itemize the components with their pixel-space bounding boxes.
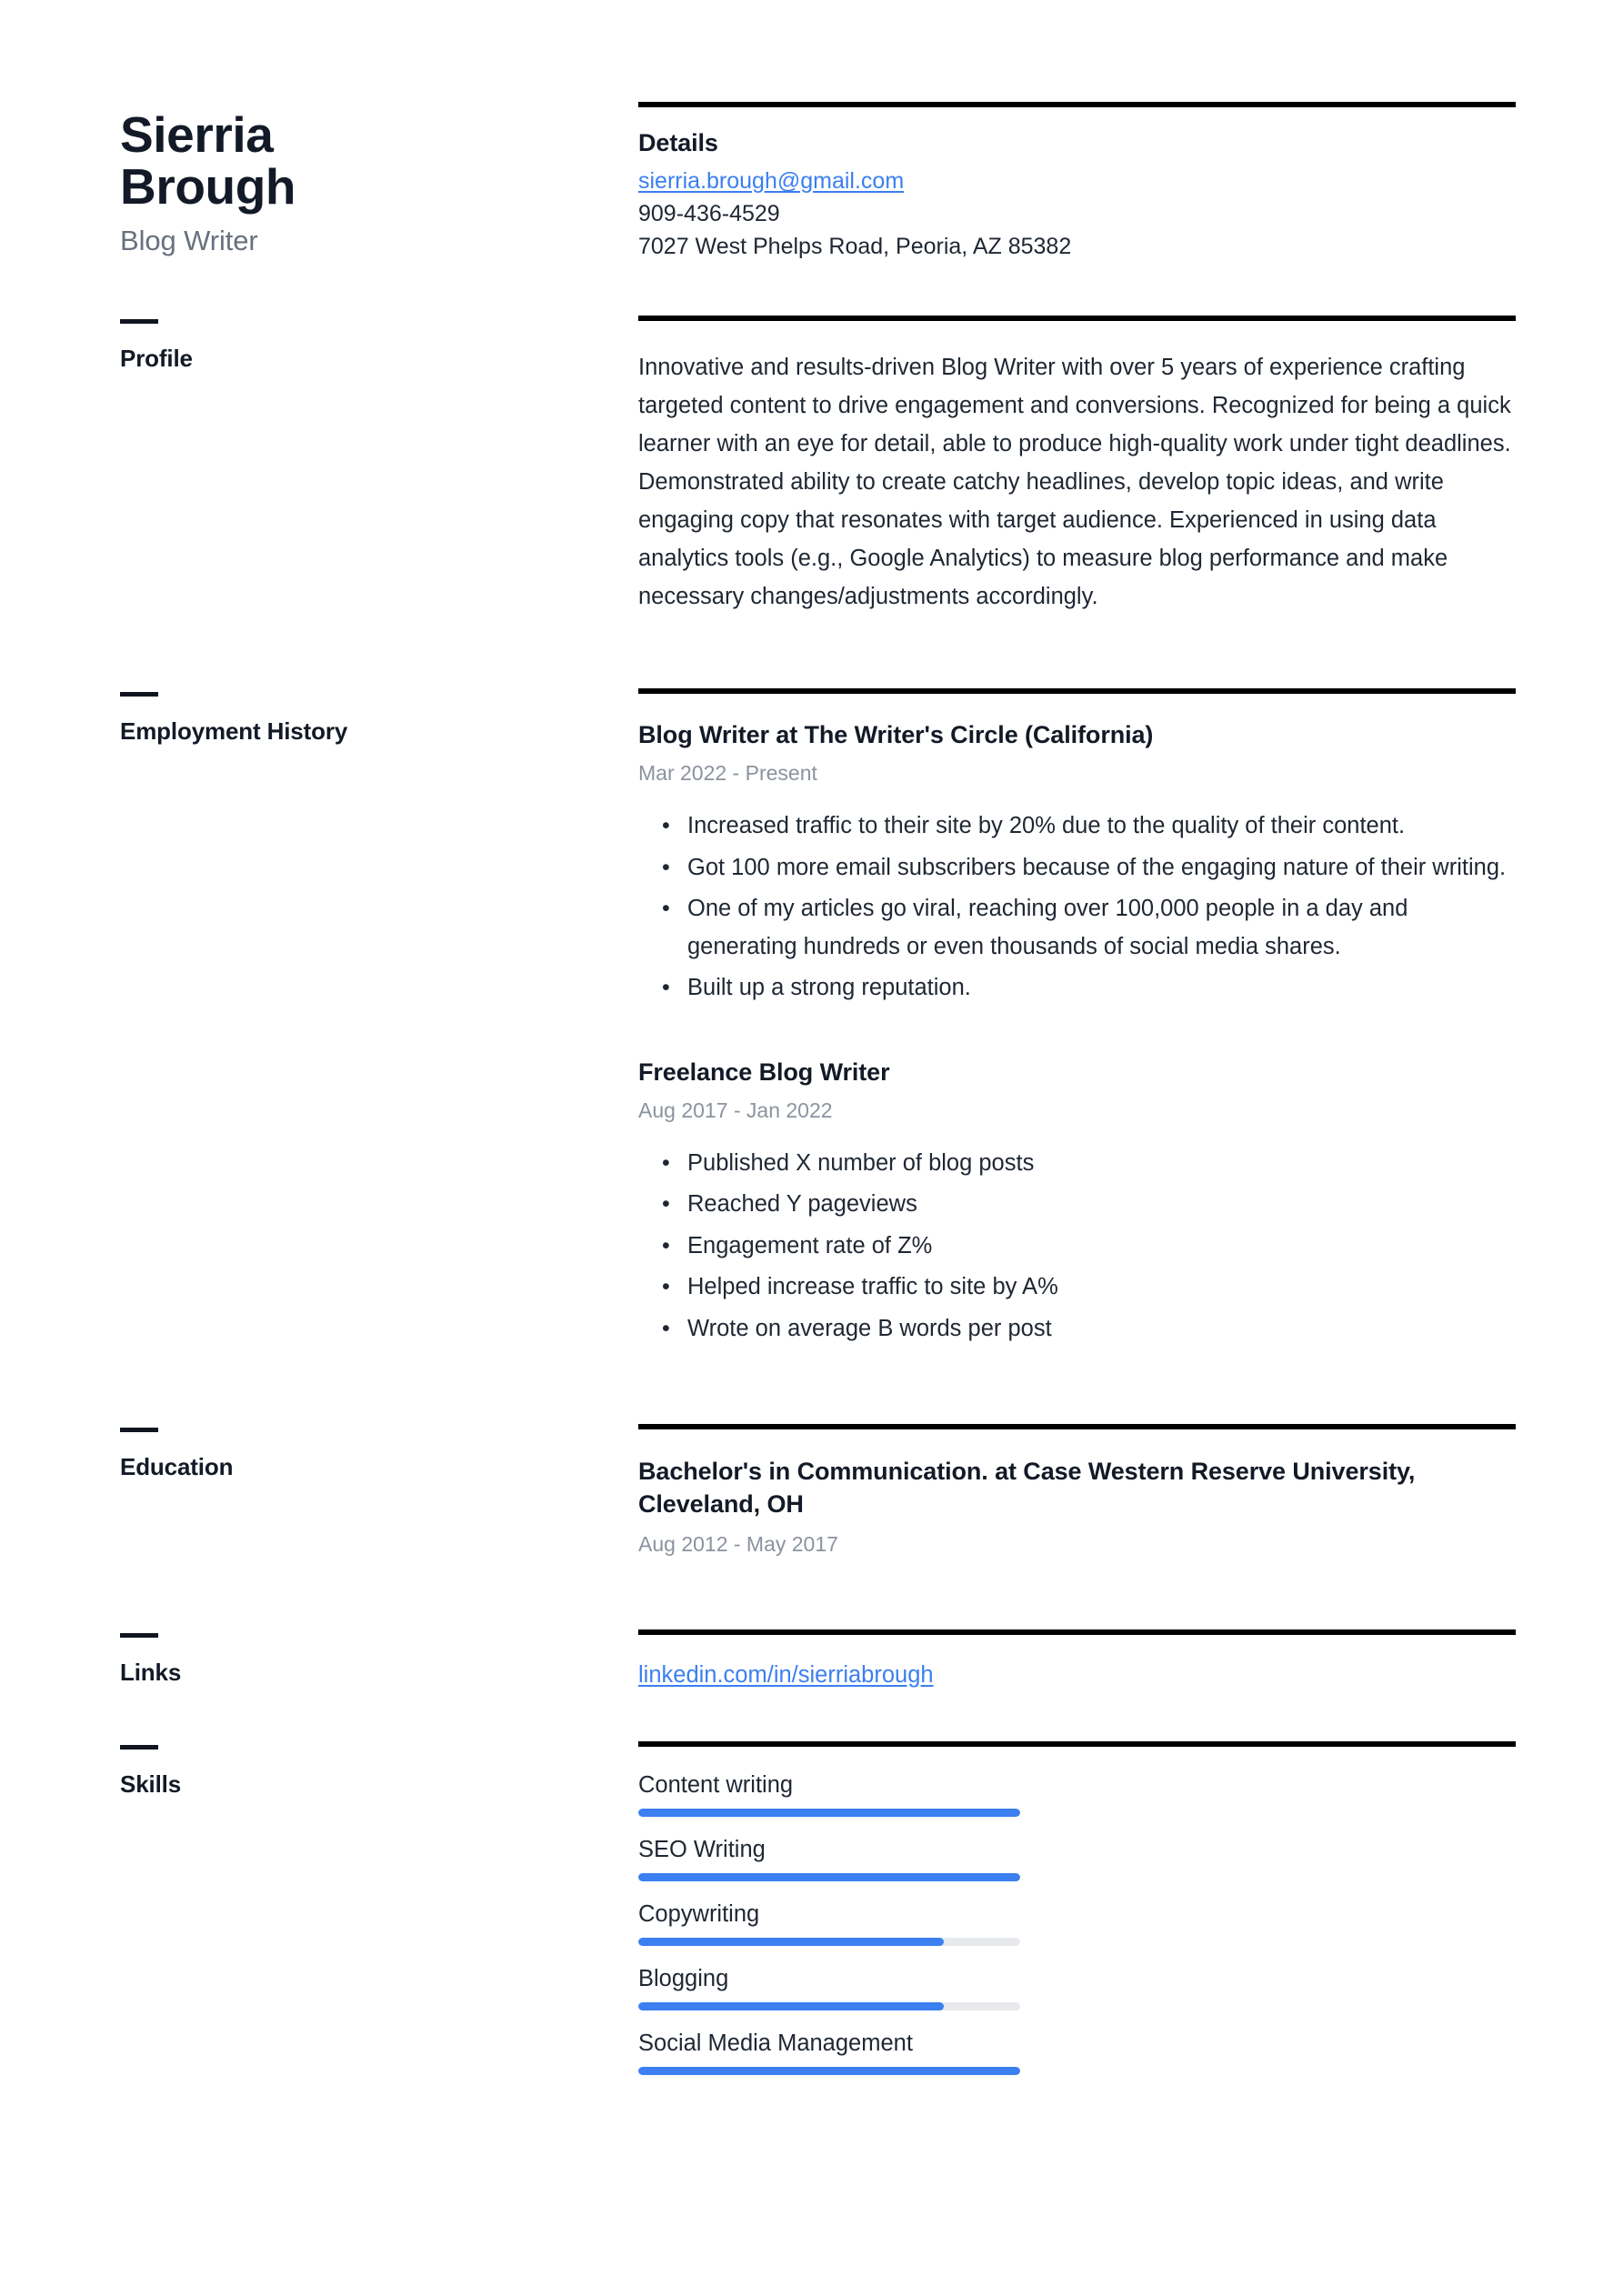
list-item: • Got 100 more email subscribers because of the engaging nature of their writing. — [687, 849, 1516, 887]
profile-label: Profile — [120, 345, 193, 372]
skills-label: Skills — [120, 1770, 182, 1798]
job-title: Freelance Blog Writer — [638, 1058, 890, 1086]
skill-item — [638, 1966, 1516, 2010]
links-label: Links — [120, 1658, 182, 1686]
skill-label: Social Media Management — [638, 2030, 913, 2056]
section-rule-education — [638, 1424, 1516, 1429]
sidebar-label-skills — [120, 1741, 638, 2095]
sidebar-label-links — [120, 1629, 638, 1689]
skill-level-track — [638, 1938, 1020, 1946]
last-name: Brough — [120, 157, 296, 215]
section-rule-profile — [638, 316, 1516, 321]
sidebar-label-profile — [120, 316, 638, 616]
employment-entry — [638, 1057, 1516, 1348]
education-label: Education — [120, 1453, 234, 1481]
links-section — [638, 1629, 1516, 1689]
section-rule-skills — [638, 1741, 1516, 1747]
identity-block — [120, 102, 638, 263]
skill-level-track — [638, 1873, 1020, 1881]
employment-entry — [638, 719, 1516, 1007]
section-dash-icon — [120, 692, 158, 697]
skills-list — [638, 1772, 1516, 2075]
details-section — [638, 102, 1516, 263]
section-dash-icon — [120, 1745, 158, 1750]
spacer-a-left — [120, 263, 638, 316]
email-line — [638, 165, 1516, 197]
job-dates: Mar 2022 - Present — [638, 761, 817, 786]
address-line: 7027 West Phelps Road, Peoria, AZ 85382 — [638, 234, 1072, 259]
skill-level-track — [638, 1809, 1020, 1817]
section-dash-icon — [120, 319, 158, 324]
profile-section — [638, 316, 1516, 616]
spacer-e-right — [638, 1689, 1516, 1741]
spacer-c-right — [638, 1351, 1516, 1424]
spacer-e-left — [120, 1689, 638, 1741]
skills-section — [638, 1741, 1516, 2095]
details-heading: Details — [638, 129, 718, 156]
skill-label: SEO Writing — [638, 1836, 766, 1862]
section-rule-employment — [638, 688, 1516, 694]
education-section — [638, 1424, 1516, 1556]
skill-item — [638, 1901, 1516, 1946]
skill-item — [638, 1772, 1516, 1817]
sidebar-label-education — [120, 1424, 638, 1556]
skill-level-track — [638, 2002, 1020, 2010]
list-item: • Helped increase traffic to site by A% — [687, 1268, 1516, 1307]
spacer-b-left — [120, 616, 638, 688]
list-item: • Built up a strong reputation. — [687, 969, 1516, 1008]
sidebar-label-employment — [120, 688, 638, 1351]
skill-level-fill — [638, 2067, 1020, 2075]
section-rule-details — [638, 102, 1516, 107]
email-link[interactable]: sierria.brough@gmail.com — [638, 168, 905, 194]
links-list — [638, 1662, 1516, 1689]
job-dates: Aug 2017 - Jan 2022 — [638, 1098, 833, 1122]
spacer-a-right — [638, 263, 1516, 316]
spacer-c-left — [120, 1351, 638, 1424]
linkedin-link[interactable]: linkedin.com/in/sierriabrough — [638, 1661, 934, 1688]
employment-label: Employment History — [120, 717, 348, 746]
section-dash-icon — [120, 1428, 158, 1432]
job-title-subtitle: Blog Writer — [120, 225, 258, 257]
list-item: • Increased traffic to their site by 20% due to the quality of their content. — [687, 807, 1516, 846]
skill-level-fill — [638, 1938, 944, 1946]
skill-item — [638, 1837, 1516, 1881]
list-item: • Wrote on average B words per post — [687, 1310, 1516, 1349]
list-item: • Published X number of blog posts — [687, 1145, 1516, 1183]
list-item: • One of my articles go viral, reaching over 100,000 people in a day and generating hundreds or even thousands of social media shares. — [687, 890, 1516, 966]
spacer-b-right — [638, 616, 1516, 688]
education-entry — [638, 1455, 1516, 1556]
skill-level-fill — [638, 2002, 944, 2010]
skill-level-fill — [638, 1809, 1020, 1817]
profile-text: Innovative and results-driven Blog Writer with over 5 years of experience crafting targeted content to drive engagement and conversions. Recognized for being a quick learner with an eye for detail, able to produce high-quality work under tight deadlines. Demonstrated ability to create catchy headlines, develop topic ideas, and write engaging copy that resonates with target audience. Experienced in using data analytics tools (e.g., Google Analytics) to measure blog performance and make necessary changes/adjustments accordingly. — [638, 355, 1511, 610]
spacer-d-left — [120, 1557, 638, 1629]
skill-level-fill — [638, 1873, 1020, 1881]
job-bullet-list — [638, 807, 1516, 1008]
skill-label: Content writing — [638, 1771, 794, 1798]
job-title: Blog Writer at The Writer's Circle (California) — [638, 721, 1154, 749]
list-item: • Reached Y pageviews — [687, 1186, 1516, 1224]
employment-section — [638, 688, 1516, 1351]
phone-line: 909-436-4529 — [638, 201, 780, 226]
section-dash-icon — [120, 1633, 158, 1638]
job-bullet-list — [638, 1145, 1516, 1349]
skill-level-track — [638, 2067, 1020, 2075]
list-item: • Engagement rate of Z% — [687, 1228, 1516, 1266]
first-name: Sierria — [120, 106, 274, 163]
page-title — [120, 106, 420, 215]
section-rule-links — [638, 1629, 1516, 1635]
education-dates: Aug 2012 - May 2017 — [638, 1531, 838, 1556]
spacer-d-right — [638, 1557, 1516, 1629]
skill-label: Blogging — [638, 1965, 729, 1991]
skill-label: Copywriting — [638, 1900, 760, 1927]
skill-item — [638, 2030, 1516, 2075]
education-title: Bachelor's in Communication. at Case Western Reserve University, Cleveland, OH — [638, 1458, 1416, 1519]
